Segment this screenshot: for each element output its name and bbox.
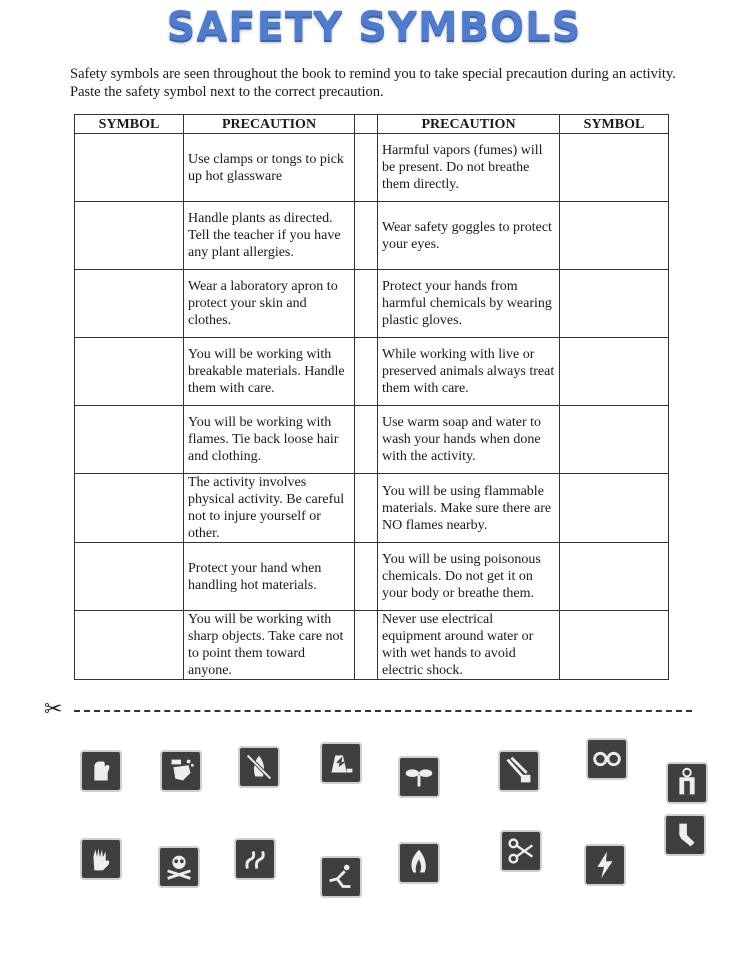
column-gap: [355, 611, 378, 680]
precaution-left: Handle plants as directed. Tell the teacher if you have any plant allergies.: [184, 202, 355, 270]
symbol-slot-left[interactable]: [75, 270, 184, 338]
precaution-left: You will be working with breakable materials. Handle them with care.: [184, 338, 355, 406]
header-symbol-right: SYMBOL: [560, 115, 669, 134]
hot-glassware-tongs-icon[interactable]: [498, 750, 540, 792]
lab-apron-icon[interactable]: [666, 762, 708, 804]
header-gap: [355, 115, 378, 134]
column-gap: [355, 202, 378, 270]
column-gap: [355, 406, 378, 474]
symbol-slot-right[interactable]: [560, 202, 669, 270]
physical-activity-icon[interactable]: [320, 856, 362, 898]
symbol-slot-right[interactable]: [560, 270, 669, 338]
precaution-right: Harmful vapors (fumes) will be present. Do not breathe them directly.: [378, 134, 560, 202]
table-row: [75, 134, 669, 202]
table-row: [75, 406, 669, 474]
symbol-slot-left[interactable]: [75, 406, 184, 474]
precaution-right: Use warm soap and water to wash your hands when done with the activity.: [378, 406, 560, 474]
table-row: [75, 474, 669, 543]
symbol-slot-right[interactable]: [560, 543, 669, 611]
precaution-left: The activity involves physical activity. Be careful not to injure yourself or other.: [184, 474, 355, 543]
column-gap: [355, 474, 378, 543]
safety-goggles-icon[interactable]: [586, 738, 628, 780]
cut-line: [44, 697, 692, 722]
symbol-slot-right[interactable]: [560, 611, 669, 680]
header-symbol-left: SYMBOL: [75, 115, 184, 134]
symbol-slot-right[interactable]: [560, 474, 669, 543]
symbol-slot-right[interactable]: [560, 406, 669, 474]
table-row: [75, 338, 669, 406]
symbol-slot-left[interactable]: [75, 543, 184, 611]
sharp-object-scissors-icon[interactable]: [500, 830, 542, 872]
electrical-hazard-icon[interactable]: [584, 844, 626, 886]
column-gap: [355, 270, 378, 338]
plant-icon[interactable]: [398, 756, 440, 798]
symbol-slot-left[interactable]: [75, 611, 184, 680]
symbol-slot-left[interactable]: [75, 202, 184, 270]
hand-washing-icon[interactable]: [160, 750, 202, 792]
table-header-row: [75, 115, 669, 134]
header-precaution-left: PRECAUTION: [184, 115, 355, 134]
precaution-left: Protect your hand when handling hot materials.: [184, 543, 355, 611]
precaution-left: You will be working with sharp objects. Take care not to point them toward anyone.: [184, 611, 355, 680]
precaution-right: Never use electrical equipment around water or with wet hands to avoid electric shock.: [378, 611, 560, 680]
animal-care-icon[interactable]: [664, 814, 706, 856]
column-gap: [355, 134, 378, 202]
flame-icon[interactable]: [398, 842, 440, 884]
column-gap: [355, 338, 378, 406]
oven-mitt-icon[interactable]: [80, 750, 122, 792]
precaution-right: You will be using poisonous chemicals. Do not get it on your body or breathe them.: [378, 543, 560, 611]
table-row: [75, 270, 669, 338]
symbol-slot-right[interactable]: [560, 134, 669, 202]
intro-text: Safety symbols are seen throughout the book to remind you to take special precaution during an activity. Paste the safety symbol next to the correct precaution.: [70, 66, 676, 100]
fumes-icon[interactable]: [234, 838, 276, 880]
dashed-line: [74, 710, 692, 712]
safety-table: [74, 114, 669, 680]
glove-icon[interactable]: [80, 838, 122, 880]
table-row: [75, 543, 669, 611]
precaution-left: You will be working with flames. Tie back loose hair and clothing.: [184, 406, 355, 474]
precaution-right: Protect your hands from harmful chemicals by wearing plastic gloves.: [378, 270, 560, 338]
table-row: [75, 611, 669, 680]
poison-skull-icon[interactable]: [158, 846, 200, 888]
scissors-icon: ✂: [44, 697, 63, 722]
precaution-right: While working with live or preserved animals always treat them with care.: [378, 338, 560, 406]
symbol-slot-left[interactable]: [75, 474, 184, 543]
column-gap: [355, 543, 378, 611]
table-row: [75, 202, 669, 270]
page-title: SAFETY SYMBOLS: [166, 4, 582, 50]
breakable-glassware-icon[interactable]: [320, 742, 362, 784]
symbol-slot-left[interactable]: [75, 338, 184, 406]
precaution-right: You will be using flammable materials. Make sure there are NO flames nearby.: [378, 474, 560, 543]
symbol-slot-left[interactable]: [75, 134, 184, 202]
symbol-slot-right[interactable]: [560, 338, 669, 406]
header-precaution-right: PRECAUTION: [378, 115, 560, 134]
no-flames-icon[interactable]: [238, 746, 280, 788]
precaution-left: Use clamps or tongs to pick up hot glassware: [184, 134, 355, 202]
precaution-right: Wear safety goggles to protect your eyes.: [378, 202, 560, 270]
precaution-left: Wear a laboratory apron to protect your skin and clothes.: [184, 270, 355, 338]
